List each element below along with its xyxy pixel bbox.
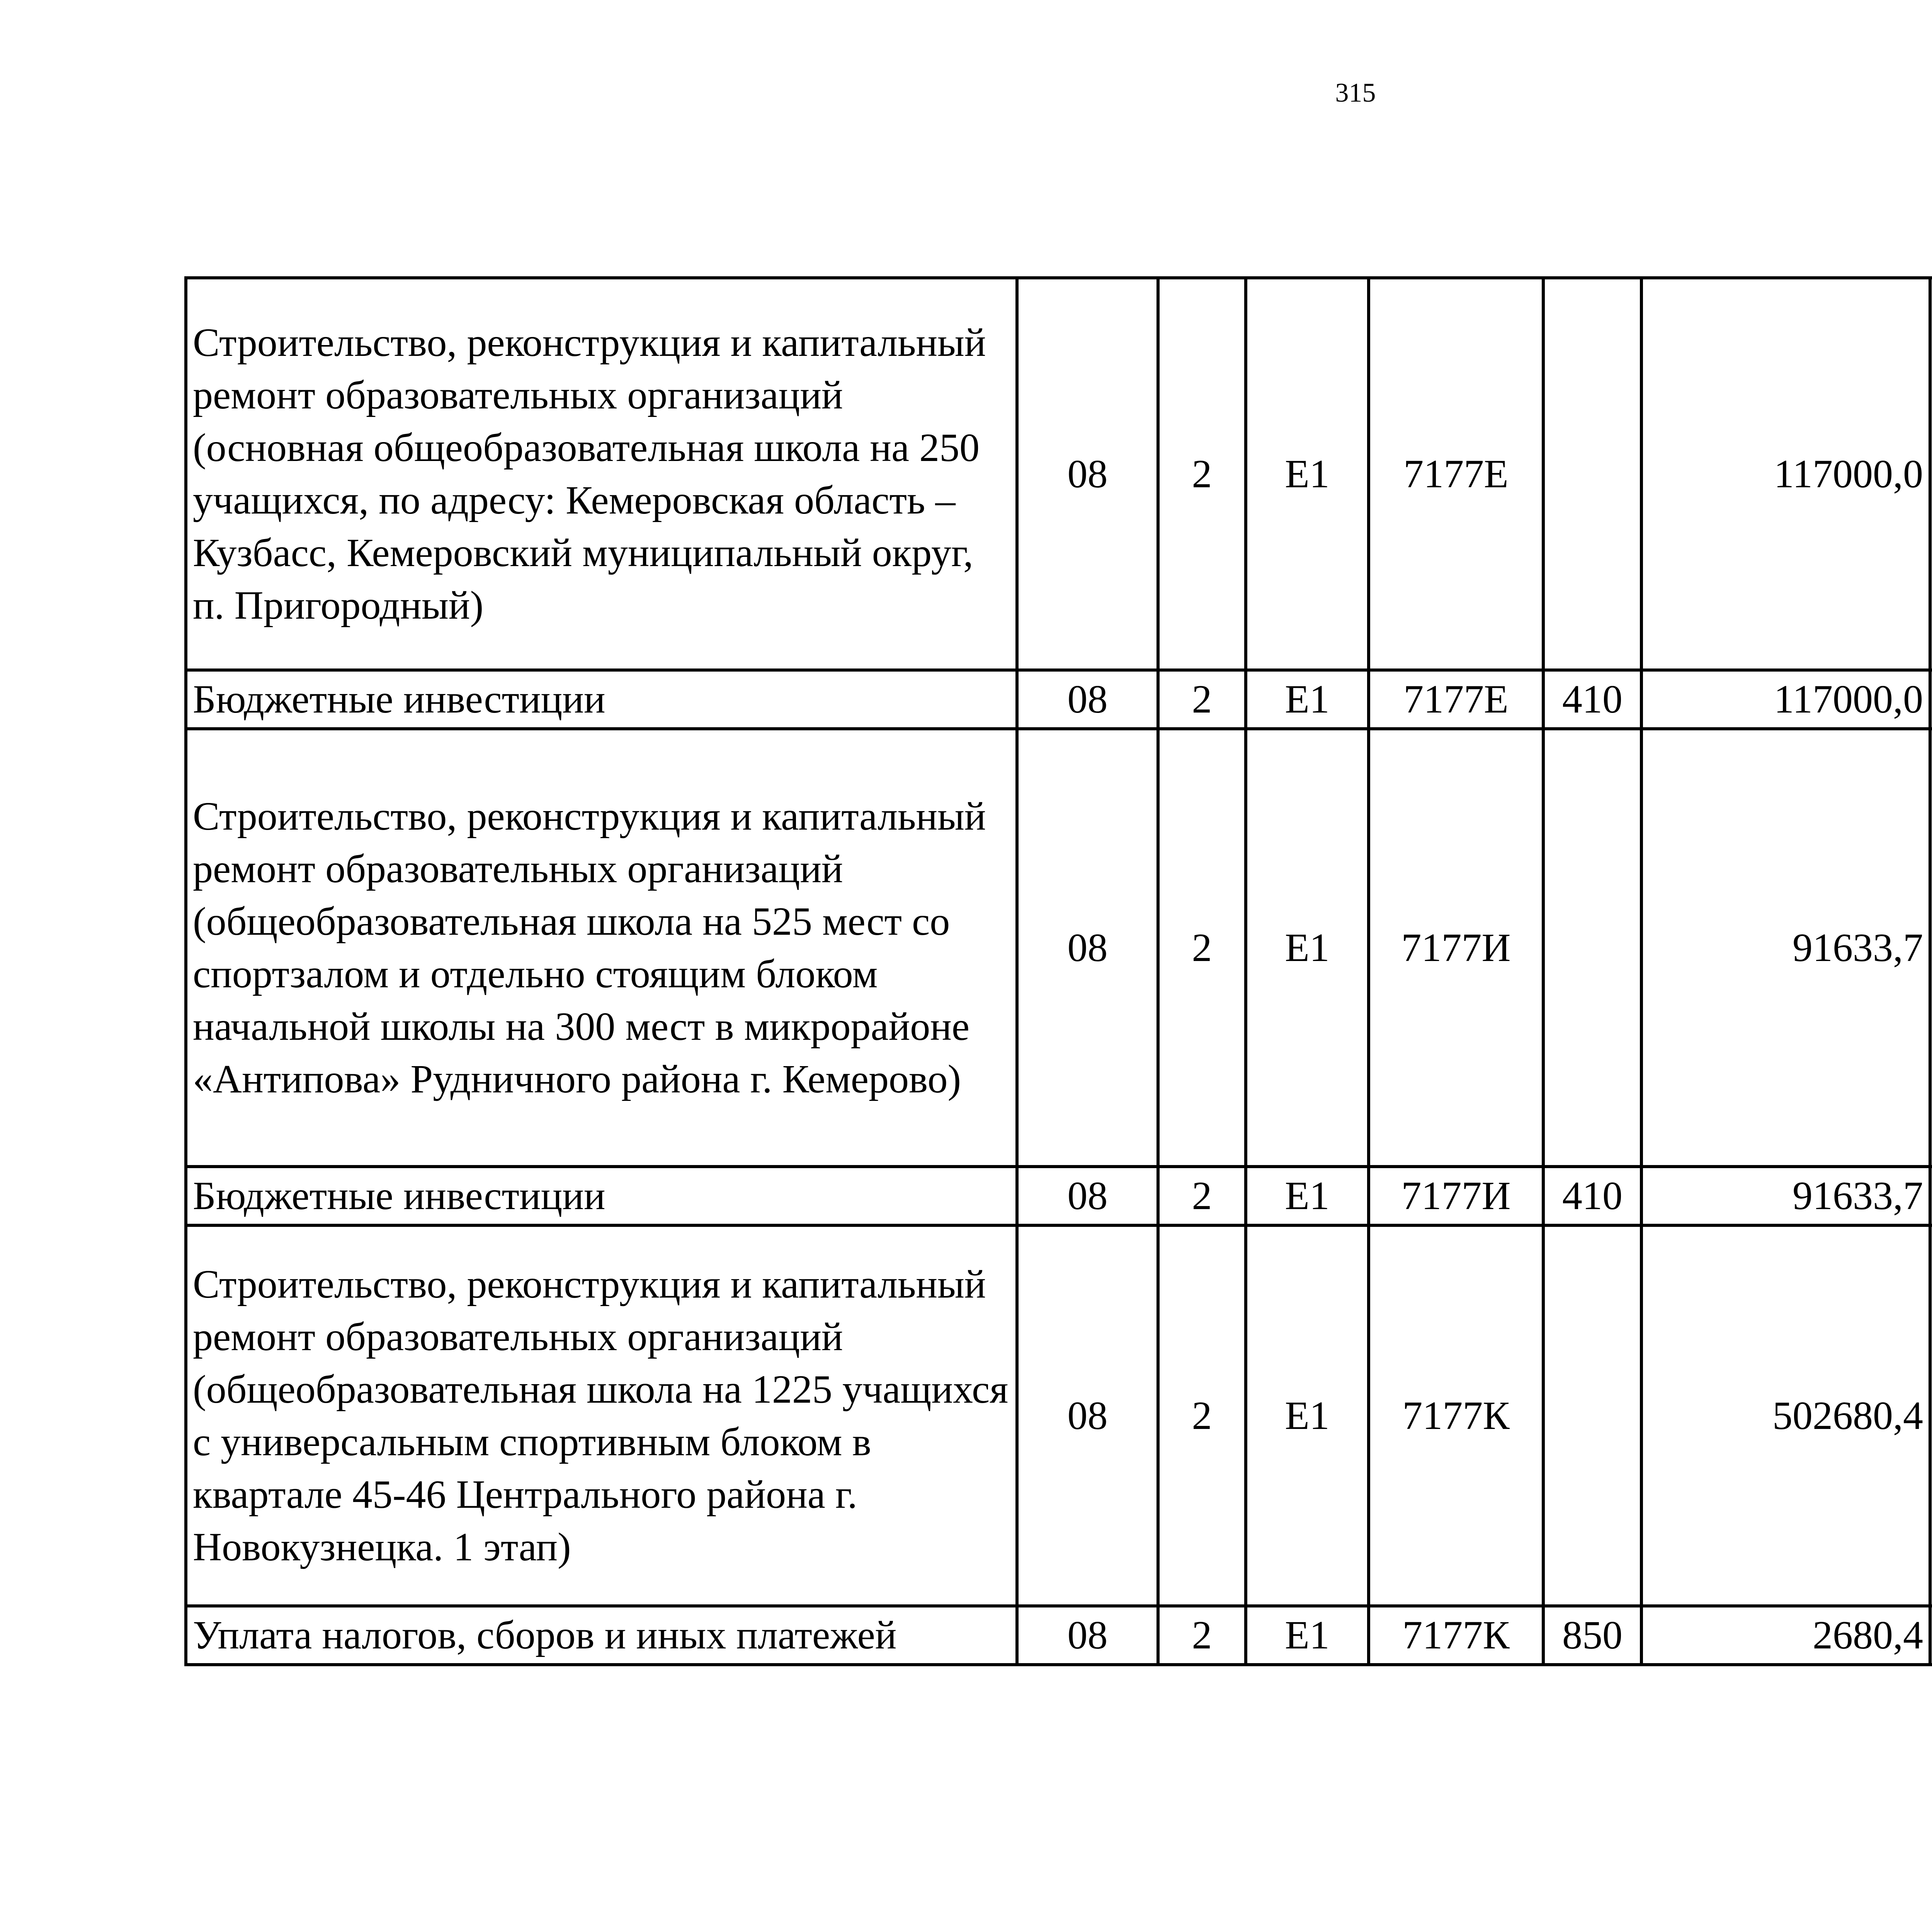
table-row xyxy=(186,1167,1932,1225)
table-row xyxy=(186,278,1932,670)
sum-year-2-cell xyxy=(1930,278,1932,670)
target-article-cell: 7177К xyxy=(1369,1606,1543,1665)
project-cell: Е1 xyxy=(1246,1167,1369,1225)
section-cell: 08 xyxy=(1017,1225,1158,1606)
page-number: 315 xyxy=(1335,78,1376,108)
project-cell: Е1 xyxy=(1246,670,1369,729)
section-cell: 08 xyxy=(1017,670,1158,729)
target-article-cell: 7177Е xyxy=(1369,278,1543,670)
expense-type-cell: 410 xyxy=(1543,1167,1641,1225)
subsection-cell: 2 xyxy=(1158,1606,1246,1665)
sum-year-2-cell xyxy=(1930,1225,1932,1606)
expense-type-cell xyxy=(1543,1225,1641,1606)
sum-year-1-cell: 502680,4 xyxy=(1641,1225,1930,1606)
row-name-cell: Бюджетные инвестиции xyxy=(186,670,1017,729)
section-cell: 08 xyxy=(1017,729,1158,1167)
section-cell: 08 xyxy=(1017,1606,1158,1665)
subsection-cell: 2 xyxy=(1158,1225,1246,1606)
expense-type-cell xyxy=(1543,729,1641,1167)
project-cell: Е1 xyxy=(1246,729,1369,1167)
target-article-cell: 7177К xyxy=(1369,1225,1543,1606)
sum-year-1-cell: 91633,7 xyxy=(1641,1167,1930,1225)
row-name-cell: Строительство, реконструкция и капитальный ремонт образовательных организаций (общеобразовательная школа на 1225 учащихся с универсальным спортивным блоком в квартале 45-46 Центрального района г. Новокузнецка. 1 этап) xyxy=(186,1225,1017,1606)
sum-year-1-cell: 117000,0 xyxy=(1641,670,1930,729)
row-name-cell: Строительство, реконструкция и капитальный ремонт образовательных организаций (основная общеобразовательная школа на 250 учащихся, по адресу: Кемеровская область – Кузбасс, Кемеровский муниципальный округ, п. Пригородный) xyxy=(186,278,1017,670)
subsection-cell: 2 xyxy=(1158,670,1246,729)
section-cell: 08 xyxy=(1017,1167,1158,1225)
project-cell: Е1 xyxy=(1246,1606,1369,1665)
table-row xyxy=(186,670,1932,729)
row-name-cell: Бюджетные инвестиции xyxy=(186,1167,1017,1225)
row-name-cell: Уплата налогов, сборов и иных платежей xyxy=(186,1606,1017,1665)
sum-year-2-cell xyxy=(1930,1606,1932,1665)
table-row xyxy=(186,1606,1932,1665)
sum-year-2-cell xyxy=(1930,670,1932,729)
expense-type-cell xyxy=(1543,278,1641,670)
expense-type-cell: 850 xyxy=(1543,1606,1641,1665)
expense-type-cell: 410 xyxy=(1543,670,1641,729)
table-row xyxy=(186,729,1932,1167)
project-cell: Е1 xyxy=(1246,278,1369,670)
project-cell: Е1 xyxy=(1246,1225,1369,1606)
sum-year-1-cell: 91633,7 xyxy=(1641,729,1930,1167)
target-article-cell: 7177Е xyxy=(1369,670,1543,729)
subsection-cell: 2 xyxy=(1158,278,1246,670)
subsection-cell: 2 xyxy=(1158,729,1246,1167)
target-article-cell: 7177И xyxy=(1369,1167,1543,1225)
budget-table xyxy=(184,276,1932,1666)
sum-year-2-cell xyxy=(1930,1167,1932,1225)
row-name-cell: Строительство, реконструкция и капитальный ремонт образовательных организаций (общеобразовательная школа на 525 мест со спортзалом и отдельно стоящим блоком начальной школы на 300 мест в микрорайоне «Антипова» Рудничного района г. Кемерово) xyxy=(186,729,1017,1167)
sum-year-2-cell xyxy=(1930,729,1932,1167)
section-cell: 08 xyxy=(1017,278,1158,670)
target-article-cell: 7177И xyxy=(1369,729,1543,1167)
sum-year-1-cell: 2680,4 xyxy=(1641,1606,1930,1665)
subsection-cell: 2 xyxy=(1158,1167,1246,1225)
table-row xyxy=(186,1225,1932,1606)
sum-year-1-cell: 117000,0 xyxy=(1641,278,1930,670)
